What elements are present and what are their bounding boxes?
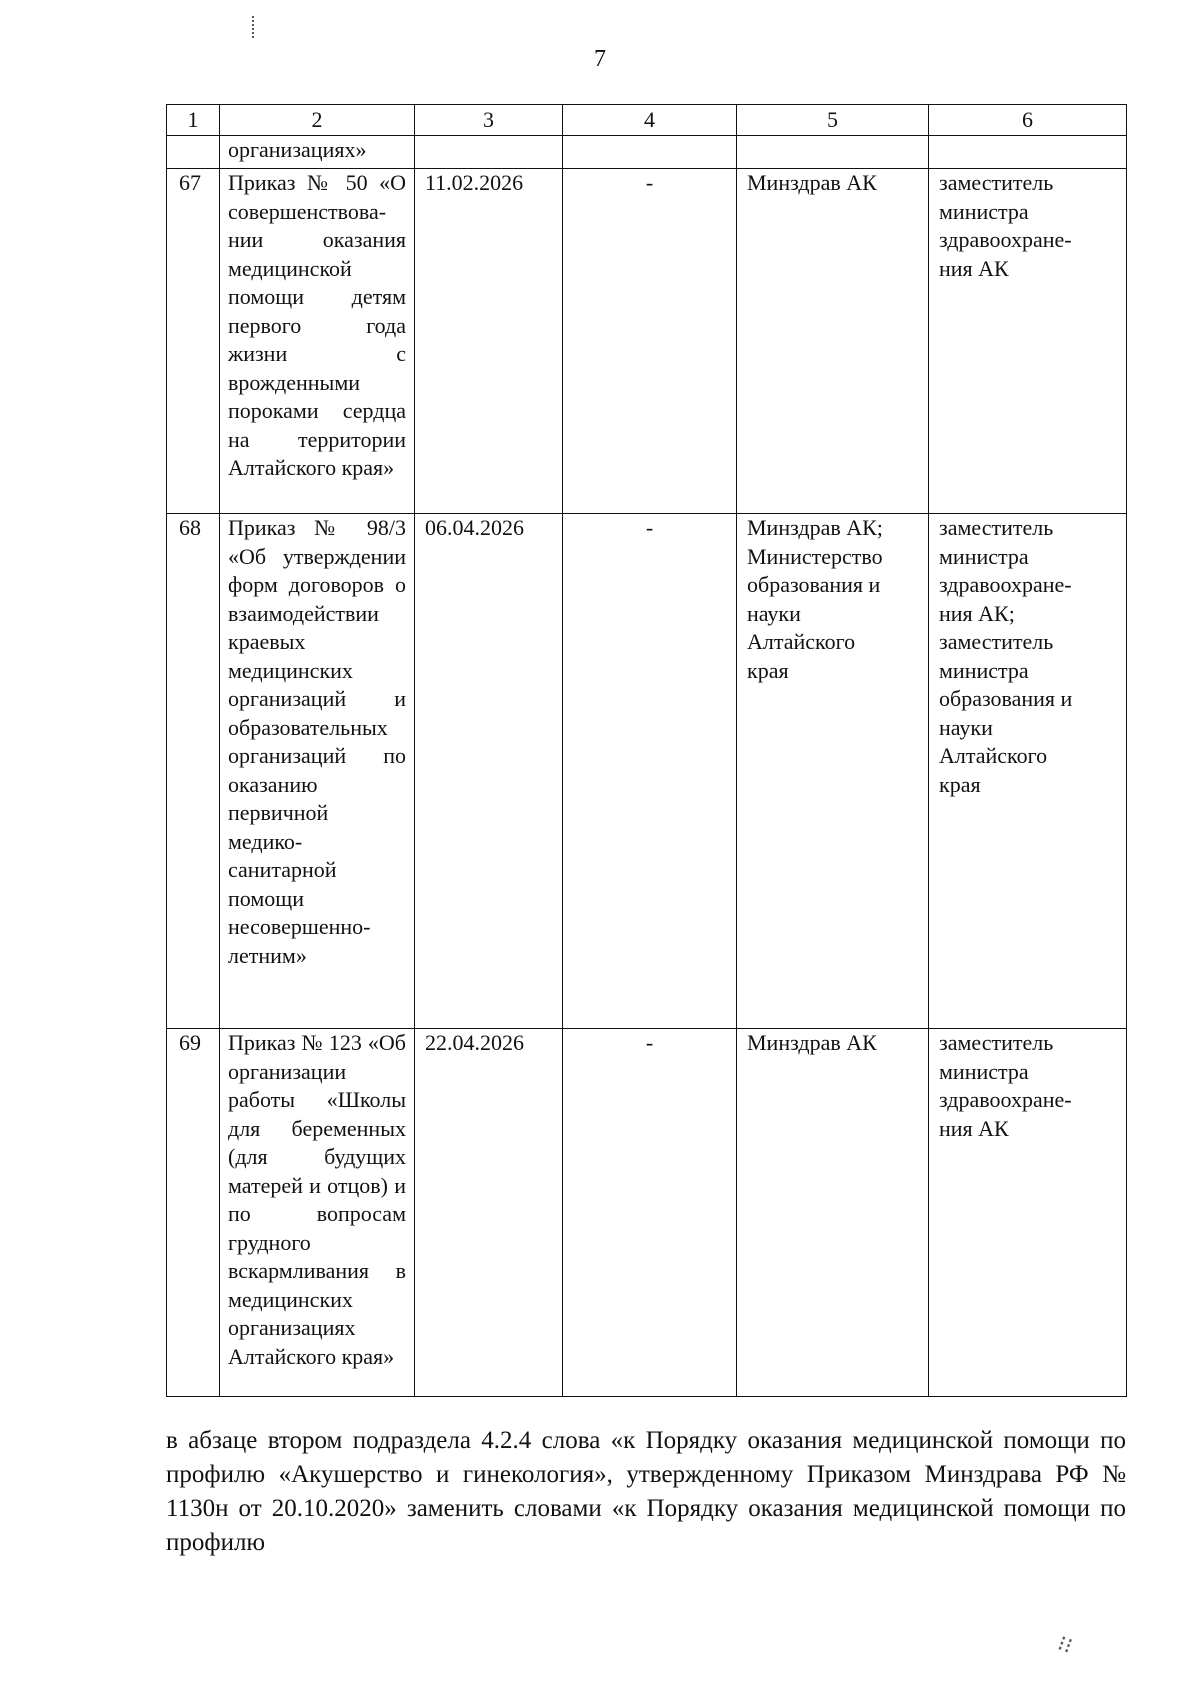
table-row-continuation	[167, 136, 1127, 169]
document-table	[166, 104, 1127, 1397]
cell-date: 06.04.2026	[415, 514, 563, 1029]
cell-col4: -	[563, 169, 737, 514]
cell-empty	[929, 136, 1127, 169]
cell-date: 11.02.2026	[415, 169, 563, 514]
cell-empty	[415, 136, 563, 169]
cell-organization: Минздрав АК	[737, 169, 929, 514]
header-col-2: 2	[220, 105, 415, 136]
cell-organization: Минздрав АК; Министерство образования и науки Алтайского края	[737, 514, 929, 1029]
cell-col4: -	[563, 514, 737, 1029]
cell-empty	[167, 136, 220, 169]
cell-empty	[563, 136, 737, 169]
page-number: 7	[594, 46, 606, 72]
body-paragraph: в абзаце втором подраздела 4.2.4 слова «к Порядку оказания медицинской помощи по профилю «Акушерство и гинекология», утвержденному Приказом Минздрава РФ № 1130н от 20.10.2020» заменить словами «к Порядку оказания медицинской помощи по профилю	[166, 1427, 1126, 1556]
cell-empty	[737, 136, 929, 169]
header-col-3: 3	[415, 105, 563, 136]
cell-document-name: Приказ № 98/3 «Об утверждении форм договоров о взаимодействии краевых медицинских организаций и образовательных организаций по оказанию первичной медико- санитарной помощи несовершенно- летним»	[220, 514, 415, 1029]
table-header-row	[167, 105, 1127, 136]
table-row	[167, 169, 1127, 514]
cell-document-name: Приказ № 50 «О совершенствова- нии оказания медицинской помощи детям первого года жизни с врожденными пороками сердца на территории Алтайского края»	[220, 169, 415, 514]
cell-responsible: заместитель министра здравоохране- ния АК	[929, 169, 1127, 514]
scan-corner-mark: ⁝⁝	[1054, 1630, 1077, 1659]
cell-responsible: заместитель министра здравоохране- ния АК; заместитель министра образования и науки Алтайского края	[929, 514, 1127, 1029]
cell-row-number: 68	[167, 514, 220, 1029]
cell-row-number: 69	[167, 1029, 220, 1397]
table-row	[167, 1029, 1127, 1397]
cell-row-number: 67	[167, 169, 220, 514]
cell-document-name: Приказ № 123 «Об организации работы «Школы для беременных (для будущих матерей и отцов) и по вопросам грудного вскармливания в медицинских организациях Алтайского края»	[220, 1029, 415, 1397]
header-col-5: 5	[737, 105, 929, 136]
table-row	[167, 514, 1127, 1029]
scan-artifact-mark	[252, 16, 256, 38]
cell-name-continuation: организациях»	[220, 136, 415, 169]
cell-organization: Минздрав АК	[737, 1029, 929, 1397]
header-col-6: 6	[929, 105, 1127, 136]
cell-col4: -	[563, 1029, 737, 1397]
cell-responsible: заместитель министра здравоохране- ния АК	[929, 1029, 1127, 1397]
cell-date: 22.04.2026	[415, 1029, 563, 1397]
header-col-1: 1	[167, 105, 220, 136]
header-col-4: 4	[563, 105, 737, 136]
